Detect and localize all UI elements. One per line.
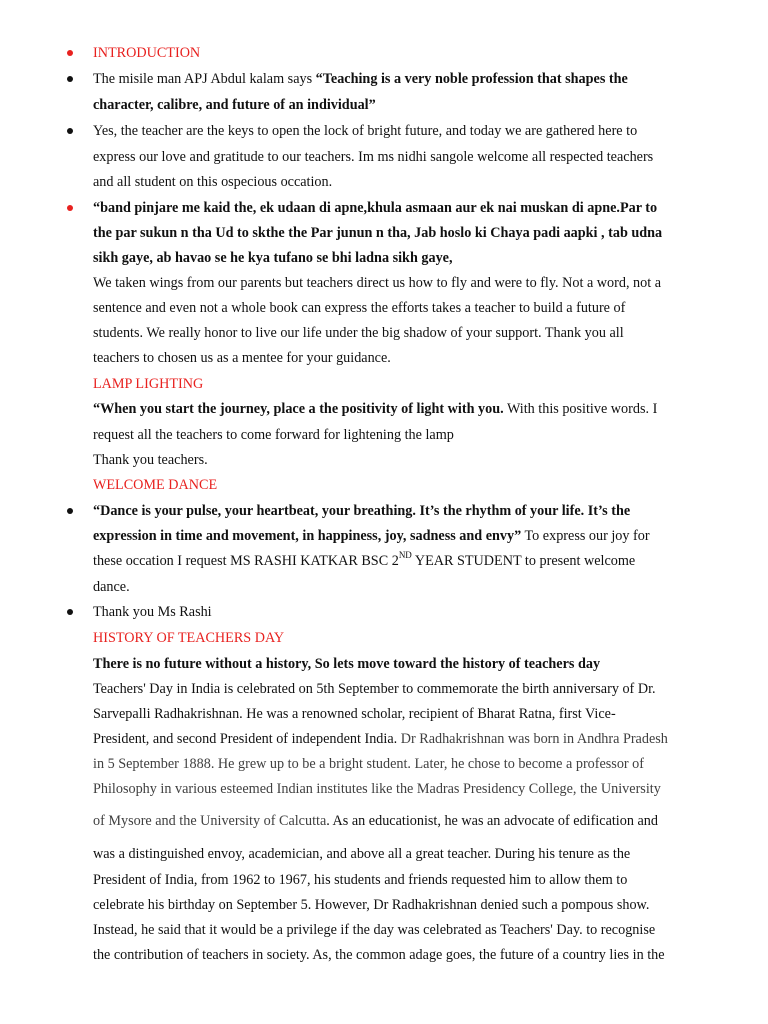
history-line-3 (93, 730, 668, 748)
history-line-6b: . As an educationist, he was an advocate of edification and (326, 813, 658, 829)
dance-line-3-rest: YEAR STUDENT to present welcome (411, 553, 636, 569)
dance-line-2 (93, 527, 650, 545)
lamp-thanks: Thank you teachers. (93, 452, 208, 468)
wings-para-line-3: students. We really honor to live our life under the big shadow of your support. Thank you all (93, 325, 624, 341)
lamp-line-1 (93, 400, 657, 418)
history-line-5: Philosophy in various esteemed Indian institutes like the Madras Presidency College, the University (93, 781, 661, 797)
history-line-4: in 5 September 1888. He grew up to be a bright student. Later, he chose to become a professor of (93, 756, 645, 772)
history-line-2: Sarvepalli Radhakrishnan. He was a renowned scholar, recipient of Bharat Ratna, first Vice- (93, 706, 616, 722)
lamp-line-2: request all the teachers to come forward for lightening the lamp (93, 427, 454, 443)
welcome-para-line-2: express our love and gratitude to our teachers. Im ms nidhi sangole welcome all respected teachers (93, 149, 654, 165)
dance-line-4: dance. (93, 579, 130, 595)
history-line-7: was a distinguished envoy, academician, and above all a great teacher. During his tenure as the (93, 846, 631, 862)
welcome-para-line-3: and all student on this ospecious occation. (93, 174, 333, 190)
dance-thanks: Thank you Ms Rashi (93, 604, 212, 620)
history-line-1: Teachers' Day in India is celebrated on 5th September to commemorate the birth anniversary of Dr. (93, 681, 656, 697)
dance-quote-line-1: “Dance is your pulse, your heartbeat, your breathing. It’s the rhythm of your life. It’s the (93, 503, 631, 519)
kalam-quote-part-2: character, calibre, and future of an individual” (93, 97, 376, 113)
dance-quote-part-2: expression in time and movement, in happiness, joy, sadness and envy” (93, 528, 522, 544)
history-line-10: Instead, he said that it would be a privilege if the day was celebrated as Teachers' Day. to recognise (93, 922, 656, 938)
heading-introduction: INTRODUCTION (93, 45, 201, 61)
bullet (67, 128, 73, 134)
bullet (67, 205, 73, 211)
wings-para-line-2: sentence and even not a whole book can express the efforts takes a teacher to build a future of (93, 300, 626, 316)
history-line-8: President of India, from 1962 to 1967, his students and friends requested him to allow them to (93, 872, 628, 888)
welcome-para-line-1: Yes, the teacher are the keys to open the lock of bright future, and today we are gathered here to (93, 123, 638, 139)
dance-after-quote: To express our joy for (521, 528, 650, 544)
ordinal-superscript: ND (398, 550, 412, 561)
lamp-after-quote: With this positive words. I (503, 401, 658, 417)
kalam-quote-part-1: “Teaching is a very noble profession that shapes the (315, 71, 628, 87)
dance-line-3 (93, 552, 635, 570)
bullet (67, 508, 73, 514)
poem-line-1: “band pinjare me kaid the, ek udaan di apne,khula asmaan aur ek nai muskan di apne.Par to (93, 200, 658, 216)
heading-history: HISTORY OF TEACHERS DAY (93, 630, 285, 646)
heading-lamp-lighting: LAMP LIGHTING (93, 376, 204, 392)
wings-para-line-4: teachers to chosen us as a mentee for your guidance. (93, 350, 391, 366)
history-line-3b: Dr Radhakrishnan was born in Andhra Pradesh (400, 731, 668, 747)
poem-line-2: the par sukun n tha Ud to skthe the Par junun n tha, Jab hoslo ki Chaya padi aapki , tab udna (93, 225, 663, 241)
bullet (67, 50, 73, 56)
bullet (67, 76, 73, 82)
history-line-6 (93, 812, 658, 830)
poem-line-3: sikh gaye, ab havao se he kya tufano se bhi ladna sikh gaye, (93, 250, 453, 266)
dance-line-3-text: these occation I request MS RASHI KATKAR BSC 2 (93, 553, 399, 569)
history-line-3a: President, and second President of independent India. (93, 731, 401, 747)
history-line-6a: of Mysore and the University of Calcutta (93, 813, 327, 829)
history-line-11: the contribution of teachers in society. As, the common adage goes, the future of a country lies in the (93, 947, 665, 963)
bullet (67, 609, 73, 615)
quote-intro-lead: The misile man APJ Abdul kalam says (93, 71, 316, 87)
wings-para-line-1: We taken wings from our parents but teachers direct us how to fly and were to fly. Not a word, not a (93, 275, 662, 291)
heading-welcome-dance: WELCOME DANCE (93, 477, 218, 493)
quote-intro-line-1 (93, 70, 628, 88)
history-line-9: celebrate his birthday on September 5. However, Dr Radhakrishnan denied such a pompous show. (93, 897, 650, 913)
history-tagline: There is no future without a history, So lets move toward the history of teachers day (93, 656, 601, 672)
lamp-quote: “When you start the journey, place a the positivity of light with you. (93, 401, 504, 417)
